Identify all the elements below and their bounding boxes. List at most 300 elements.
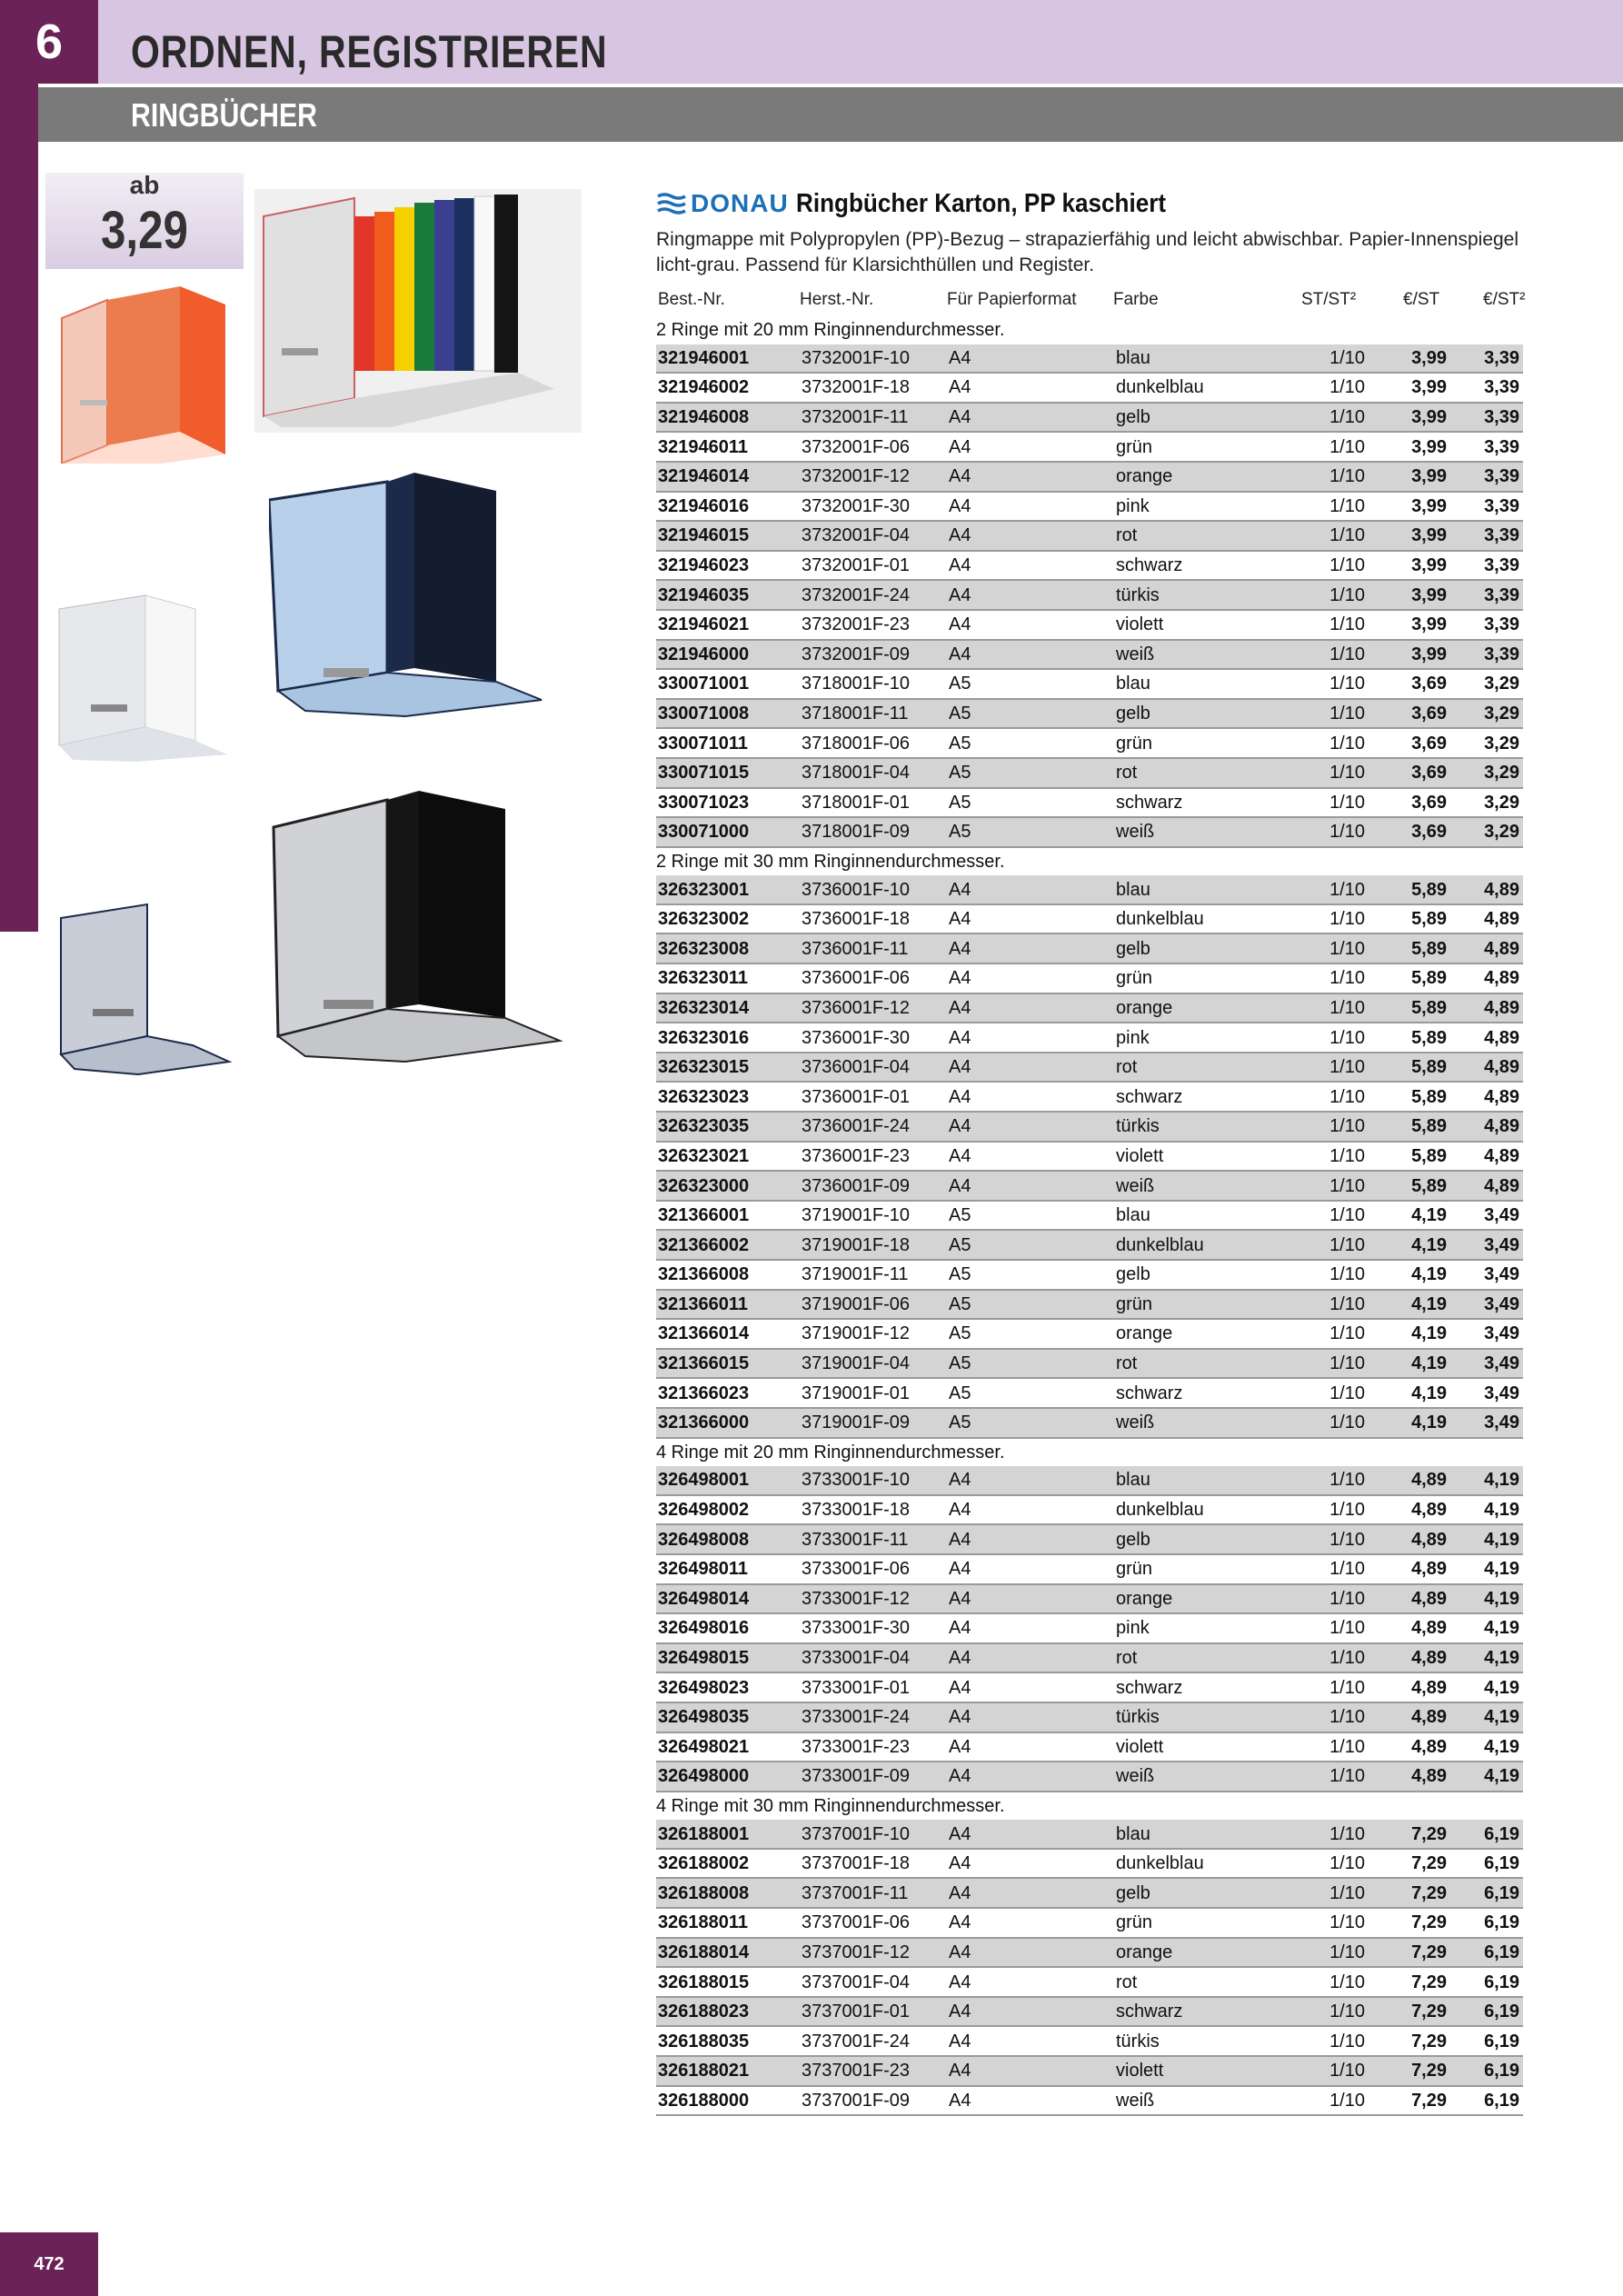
group-header-row	[656, 316, 1523, 344]
table-row	[656, 1613, 1523, 1643]
format-cell: A4	[945, 1053, 1112, 1083]
best-nr-cell: 326188023	[656, 1997, 798, 2027]
format-cell: A4	[945, 1524, 1112, 1554]
table-row	[656, 1849, 1523, 1879]
blue-binder-image	[269, 473, 560, 718]
price-st-cell: 7,29	[1369, 2056, 1450, 2086]
packing-cell: 1/10	[1294, 904, 1369, 934]
herst-nr-cell: 3736001F-11	[798, 933, 945, 963]
farbe-cell: weiß	[1112, 640, 1294, 670]
price-st-cell: 3,99	[1369, 462, 1450, 492]
herst-nr-cell: 3733001F-01	[798, 1672, 945, 1702]
price-st2-cell: 4,19	[1450, 1762, 1523, 1792]
packing-cell: 1/10	[1294, 2026, 1369, 2056]
best-nr-cell: 326323014	[656, 993, 798, 1023]
table-row	[656, 1938, 1523, 1968]
packing-cell: 1/10	[1294, 817, 1369, 847]
price-st2-cell: 4,19	[1450, 1584, 1523, 1614]
price-st-cell: 4,19	[1369, 1408, 1450, 1438]
price-st2-cell: 4,19	[1450, 1495, 1523, 1525]
format-cell: A4	[945, 1849, 1112, 1879]
price-st-cell: 3,99	[1369, 403, 1450, 433]
price-st-cell: 4,89	[1369, 1554, 1450, 1584]
packing-cell: 1/10	[1294, 1319, 1369, 1349]
price-st2-cell: 3,39	[1450, 492, 1523, 522]
packing-cell: 1/10	[1294, 1762, 1369, 1792]
farbe-cell: schwarz	[1112, 551, 1294, 581]
price-st2-cell: 3,29	[1450, 817, 1523, 847]
herst-nr-cell: 3732001F-24	[798, 580, 945, 610]
price-st2-cell: 6,19	[1450, 2086, 1523, 2116]
table-row	[656, 580, 1523, 610]
herst-nr-cell: 3737001F-10	[798, 1820, 945, 1849]
format-cell: A4	[945, 1908, 1112, 1938]
farbe-cell: pink	[1112, 1613, 1294, 1643]
best-nr-cell: 326323035	[656, 1112, 798, 1142]
table-row	[656, 1554, 1523, 1584]
best-nr-cell: 326188035	[656, 2026, 798, 2056]
price-st-cell: 4,19	[1369, 1260, 1450, 1290]
format-cell: A5	[945, 1290, 1112, 1320]
table-row	[656, 1201, 1523, 1231]
packing-cell: 1/10	[1294, 1349, 1369, 1379]
price-st-cell: 7,29	[1369, 1849, 1450, 1879]
price-st-cell: 3,99	[1369, 551, 1450, 581]
format-cell: A4	[945, 2056, 1112, 2086]
price-st-cell: 5,89	[1369, 1142, 1450, 1172]
format-cell: A4	[945, 1466, 1112, 1495]
format-cell: A4	[945, 904, 1112, 934]
herst-nr-cell: 3732001F-06	[798, 432, 945, 462]
price-badge	[45, 173, 244, 269]
price-st-cell: 5,89	[1369, 1082, 1450, 1112]
table-row	[656, 1908, 1523, 1938]
best-nr-cell: 326323021	[656, 1142, 798, 1172]
price-st-cell: 3,99	[1369, 521, 1450, 551]
chapter-number: 6	[0, 0, 98, 84]
price-st2-cell: 4,89	[1450, 1112, 1523, 1142]
herst-nr-cell: 3737001F-09	[798, 2086, 945, 2116]
farbe-cell: rot	[1112, 521, 1294, 551]
price-st-cell: 4,89	[1369, 1702, 1450, 1732]
best-nr-cell: 321366001	[656, 1201, 798, 1231]
farbe-cell: schwarz	[1112, 1082, 1294, 1112]
farbe-cell: rot	[1112, 758, 1294, 788]
format-cell: A4	[945, 1820, 1112, 1849]
table-row	[656, 788, 1523, 818]
price-st2-cell: 3,39	[1450, 640, 1523, 670]
table-row	[656, 1023, 1523, 1053]
herst-nr-cell: 3718001F-09	[798, 817, 945, 847]
farbe-cell: dunkelblau	[1112, 1495, 1294, 1525]
farbe-cell: grün	[1112, 1554, 1294, 1584]
format-cell: A4	[945, 1495, 1112, 1525]
price-st-cell: 3,69	[1369, 699, 1450, 729]
best-nr-cell: 321946023	[656, 551, 798, 581]
packing-cell: 1/10	[1294, 1053, 1369, 1083]
format-cell: A4	[945, 963, 1112, 993]
format-cell: A4	[945, 1732, 1112, 1762]
price-st2-cell: 3,29	[1450, 758, 1523, 788]
farbe-cell: rot	[1112, 1967, 1294, 1997]
table-row	[656, 1584, 1523, 1614]
farbe-cell: violett	[1112, 1732, 1294, 1762]
best-nr-cell: 326323016	[656, 1023, 798, 1053]
packing-cell: 1/10	[1294, 1023, 1369, 1053]
format-cell: A4	[945, 462, 1112, 492]
farbe-cell: weiß	[1112, 817, 1294, 847]
table-row	[656, 1672, 1523, 1702]
table-row	[656, 551, 1523, 581]
price-st2-cell: 4,89	[1450, 875, 1523, 904]
farbe-cell: blau	[1112, 1201, 1294, 1231]
format-cell: A5	[945, 788, 1112, 818]
table-row	[656, 1495, 1523, 1525]
best-nr-cell: 326498021	[656, 1732, 798, 1762]
best-nr-cell: 326498035	[656, 1702, 798, 1732]
navy-binder-image	[56, 900, 238, 1082]
product-description: Ringmappe mit Polypropylen (PP)-Bezug – strapazierfähig und leicht abwischbar. Papier-Innenspiegel licht-grau. Passend für Klarsichthüllen und Register.	[656, 229, 1519, 275]
price-st2-cell: 3,39	[1450, 610, 1523, 640]
farbe-cell: pink	[1112, 1023, 1294, 1053]
format-cell: A5	[945, 1378, 1112, 1408]
packing-cell: 1/10	[1294, 699, 1369, 729]
colored-binders-image	[254, 189, 582, 433]
price-st2-cell: 4,19	[1450, 1466, 1523, 1495]
packing-cell: 1/10	[1294, 344, 1369, 374]
table-row	[656, 1643, 1523, 1673]
herst-nr-cell: 3733001F-10	[798, 1466, 945, 1495]
price-st2-cell: 3,29	[1450, 788, 1523, 818]
table-row	[656, 610, 1523, 640]
best-nr-cell: 326498008	[656, 1524, 798, 1554]
price-st-cell: 4,89	[1369, 1672, 1450, 1702]
price-st2-cell: 3,49	[1450, 1201, 1523, 1231]
format-cell: A4	[945, 1878, 1112, 1908]
farbe-cell: orange	[1112, 993, 1294, 1023]
best-nr-cell: 326188001	[656, 1820, 798, 1849]
farbe-cell: gelb	[1112, 699, 1294, 729]
price-st2-cell: 3,39	[1450, 521, 1523, 551]
packing-cell: 1/10	[1294, 993, 1369, 1023]
farbe-cell: schwarz	[1112, 1378, 1294, 1408]
farbe-cell: grün	[1112, 1908, 1294, 1938]
price-st2-cell: 6,19	[1450, 1997, 1523, 2027]
table-row	[656, 1349, 1523, 1379]
table-row	[656, 817, 1523, 847]
farbe-cell: gelb	[1112, 933, 1294, 963]
packing-cell: 1/10	[1294, 1702, 1369, 1732]
table-row	[656, 1053, 1523, 1083]
best-nr-cell: 321946008	[656, 403, 798, 433]
best-nr-cell: 330071023	[656, 788, 798, 818]
table-row	[656, 640, 1523, 670]
packing-cell: 1/10	[1294, 963, 1369, 993]
table-row	[656, 1732, 1523, 1762]
table-row	[656, 1702, 1523, 1732]
best-nr-cell: 321946000	[656, 640, 798, 670]
table-row	[656, 1408, 1523, 1438]
format-cell: A4	[945, 610, 1112, 640]
table-row	[656, 462, 1523, 492]
table-row	[656, 373, 1523, 403]
best-nr-cell: 321366008	[656, 1260, 798, 1290]
herst-nr-cell: 3719001F-18	[798, 1230, 945, 1260]
table-row	[656, 2026, 1523, 2056]
packing-cell: 1/10	[1294, 1732, 1369, 1762]
packing-cell: 1/10	[1294, 1584, 1369, 1614]
donau-wave-icon	[656, 192, 687, 215]
herst-nr-cell: 3732001F-09	[798, 640, 945, 670]
price-st2-cell: 3,29	[1450, 669, 1523, 699]
price-st2-cell: 6,19	[1450, 1908, 1523, 1938]
table-row	[656, 1319, 1523, 1349]
format-cell: A5	[945, 699, 1112, 729]
best-nr-cell: 326188011	[656, 1908, 798, 1938]
herst-nr-cell: 3736001F-12	[798, 993, 945, 1023]
farbe-cell: violett	[1112, 1142, 1294, 1172]
farbe-cell: gelb	[1112, 1878, 1294, 1908]
price-st-cell: 7,29	[1369, 1908, 1450, 1938]
price-st-cell: 5,89	[1369, 904, 1450, 934]
price-st2-cell: 4,89	[1450, 1142, 1523, 1172]
table-row	[656, 432, 1523, 462]
packing-cell: 1/10	[1294, 2056, 1369, 2086]
price-st2-cell: 6,19	[1450, 1967, 1523, 1997]
price-st2-cell: 4,89	[1450, 1023, 1523, 1053]
packing-cell: 1/10	[1294, 462, 1369, 492]
format-cell: A5	[945, 817, 1112, 847]
price-st2-cell: 3,49	[1450, 1378, 1523, 1408]
format-cell: A4	[945, 403, 1112, 433]
format-cell: A5	[945, 758, 1112, 788]
farbe-cell: türkis	[1112, 1702, 1294, 1732]
herst-nr-cell: 3736001F-09	[798, 1171, 945, 1201]
packing-cell: 1/10	[1294, 1997, 1369, 2027]
herst-nr-cell: 3733001F-24	[798, 1702, 945, 1732]
herst-nr-cell: 3737001F-23	[798, 2056, 945, 2086]
table-row	[656, 699, 1523, 729]
herst-nr-cell: 3732001F-18	[798, 373, 945, 403]
best-nr-cell: 326323011	[656, 963, 798, 993]
best-nr-cell: 321946015	[656, 521, 798, 551]
col-eur-st: €/ST	[1403, 290, 1440, 309]
farbe-cell: rot	[1112, 1349, 1294, 1379]
packing-cell: 1/10	[1294, 1554, 1369, 1584]
herst-nr-cell: 3732001F-30	[798, 492, 945, 522]
best-nr-cell: 326323015	[656, 1053, 798, 1083]
price-st-cell: 4,19	[1369, 1349, 1450, 1379]
best-nr-cell: 321946021	[656, 610, 798, 640]
price-st2-cell: 6,19	[1450, 2056, 1523, 2086]
herst-nr-cell: 3733001F-18	[798, 1495, 945, 1525]
table-row	[656, 1524, 1523, 1554]
packing-cell: 1/10	[1294, 1466, 1369, 1495]
format-cell: A4	[945, 933, 1112, 963]
format-cell: A4	[945, 993, 1112, 1023]
table-row	[656, 875, 1523, 904]
price-st2-cell: 3,49	[1450, 1408, 1523, 1438]
table-row	[656, 1762, 1523, 1792]
herst-nr-cell: 3736001F-30	[798, 1023, 945, 1053]
farbe-cell: dunkelblau	[1112, 904, 1294, 934]
format-cell: A5	[945, 1408, 1112, 1438]
price-st-cell: 4,89	[1369, 1643, 1450, 1673]
best-nr-cell: 321366002	[656, 1230, 798, 1260]
price-st-cell: 4,89	[1369, 1732, 1450, 1762]
table-row	[656, 1082, 1523, 1112]
price-st2-cell: 3,29	[1450, 699, 1523, 729]
herst-nr-cell: 3732001F-10	[798, 344, 945, 374]
format-cell: A4	[945, 1997, 1112, 2027]
black-binder-image	[269, 791, 569, 1063]
price-st2-cell: 4,89	[1450, 993, 1523, 1023]
brand-logo	[656, 189, 789, 218]
best-nr-cell: 321366000	[656, 1408, 798, 1438]
herst-nr-cell: 3718001F-01	[798, 788, 945, 818]
farbe-cell: orange	[1112, 462, 1294, 492]
price-st-cell: 4,89	[1369, 1613, 1450, 1643]
table-row	[656, 521, 1523, 551]
packing-cell: 1/10	[1294, 1849, 1369, 1879]
best-nr-cell: 321946014	[656, 462, 798, 492]
herst-nr-cell: 3737001F-01	[798, 1997, 945, 2027]
col-farbe: Farbe	[1113, 290, 1159, 309]
herst-nr-cell: 3719001F-06	[798, 1290, 945, 1320]
price-st2-cell: 4,19	[1450, 1554, 1523, 1584]
farbe-cell: blau	[1112, 875, 1294, 904]
price-st2-cell: 3,49	[1450, 1349, 1523, 1379]
section-title: RINGBÜCHER	[131, 96, 317, 134]
orange-binder-image	[53, 282, 244, 464]
price-st-cell: 3,69	[1369, 728, 1450, 758]
farbe-cell: schwarz	[1112, 1997, 1294, 2027]
price-st2-cell: 3,39	[1450, 551, 1523, 581]
herst-nr-cell: 3736001F-04	[798, 1053, 945, 1083]
price-st-cell: 7,29	[1369, 1938, 1450, 1968]
price-st-cell: 3,69	[1369, 758, 1450, 788]
price-st2-cell: 6,19	[1450, 1849, 1523, 1879]
price-st-cell: 5,89	[1369, 1053, 1450, 1083]
page-number: 472	[0, 2232, 98, 2296]
herst-nr-cell: 3719001F-11	[798, 1260, 945, 1290]
price-st2-cell: 4,89	[1450, 1171, 1523, 1201]
table-row	[656, 904, 1523, 934]
format-cell: A5	[945, 1260, 1112, 1290]
farbe-cell: orange	[1112, 1319, 1294, 1349]
packing-cell: 1/10	[1294, 610, 1369, 640]
best-nr-cell: 326323008	[656, 933, 798, 963]
format-cell: A4	[945, 1082, 1112, 1112]
price-st2-cell: 3,39	[1450, 580, 1523, 610]
price-st-cell: 5,89	[1369, 963, 1450, 993]
price-st-cell: 3,99	[1369, 492, 1450, 522]
herst-nr-cell: 3719001F-01	[798, 1378, 945, 1408]
price-st-cell: 3,69	[1369, 817, 1450, 847]
best-nr-cell: 321946016	[656, 492, 798, 522]
packing-cell: 1/10	[1294, 1378, 1369, 1408]
packing-cell: 1/10	[1294, 1524, 1369, 1554]
herst-nr-cell: 3718001F-10	[798, 669, 945, 699]
format-cell: A4	[945, 1762, 1112, 1792]
best-nr-cell: 326188002	[656, 1849, 798, 1879]
packing-cell: 1/10	[1294, 933, 1369, 963]
farbe-cell: weiß	[1112, 2086, 1294, 2116]
best-nr-cell: 321366011	[656, 1290, 798, 1320]
white-binder-image	[55, 591, 236, 764]
best-nr-cell: 330071001	[656, 669, 798, 699]
packing-cell: 1/10	[1294, 1171, 1369, 1201]
packing-cell: 1/10	[1294, 373, 1369, 403]
price-st-cell: 4,89	[1369, 1466, 1450, 1495]
farbe-cell: gelb	[1112, 1260, 1294, 1290]
format-cell: A4	[945, 1171, 1112, 1201]
farbe-cell: pink	[1112, 492, 1294, 522]
format-cell: A4	[945, 2026, 1112, 2056]
herst-nr-cell: 3736001F-24	[798, 1112, 945, 1142]
col-eur-st2: €/ST²	[1483, 290, 1526, 309]
herst-nr-cell: 3737001F-12	[798, 1938, 945, 1968]
herst-nr-cell: 3732001F-23	[798, 610, 945, 640]
format-cell: A4	[945, 1702, 1112, 1732]
price-st2-cell: 4,19	[1450, 1732, 1523, 1762]
table-row	[656, 344, 1523, 374]
packing-cell: 1/10	[1294, 1201, 1369, 1231]
best-nr-cell: 326323002	[656, 904, 798, 934]
packing-cell: 1/10	[1294, 1260, 1369, 1290]
table-row	[656, 758, 1523, 788]
farbe-cell: grün	[1112, 963, 1294, 993]
farbe-cell: türkis	[1112, 2026, 1294, 2056]
table-header	[656, 287, 1526, 313]
price-st2-cell: 4,89	[1450, 904, 1523, 934]
table-row	[656, 1997, 1523, 2027]
price-st2-cell: 4,19	[1450, 1672, 1523, 1702]
best-nr-cell: 326498015	[656, 1643, 798, 1673]
packing-cell: 1/10	[1294, 788, 1369, 818]
herst-nr-cell: 3732001F-01	[798, 551, 945, 581]
format-cell: A5	[945, 1201, 1112, 1231]
farbe-cell: violett	[1112, 610, 1294, 640]
price-st-cell: 4,19	[1369, 1230, 1450, 1260]
herst-nr-cell: 3737001F-18	[798, 1849, 945, 1879]
packing-cell: 1/10	[1294, 875, 1369, 904]
format-cell: A5	[945, 1349, 1112, 1379]
farbe-cell: blau	[1112, 1466, 1294, 1495]
farbe-cell: violett	[1112, 2056, 1294, 2086]
best-nr-cell: 321366015	[656, 1349, 798, 1379]
price-st-cell: 7,29	[1369, 1820, 1450, 1849]
group-label: 2 Ringe mit 20 mm Ringinnendurchmesser.	[656, 320, 1005, 341]
table-row	[656, 492, 1523, 522]
best-nr-cell: 326188021	[656, 2056, 798, 2086]
best-nr-cell: 321366023	[656, 1378, 798, 1408]
price-st2-cell: 3,29	[1450, 728, 1523, 758]
format-cell: A4	[945, 432, 1112, 462]
format-cell: A4	[945, 492, 1112, 522]
herst-nr-cell: 3732001F-11	[798, 403, 945, 433]
table-row	[656, 1290, 1523, 1320]
best-nr-cell: 326188014	[656, 1938, 798, 1968]
format-cell: A4	[945, 551, 1112, 581]
price-st2-cell: 4,19	[1450, 1524, 1523, 1554]
herst-nr-cell: 3733001F-09	[798, 1762, 945, 1792]
best-nr-cell: 330071011	[656, 728, 798, 758]
farbe-cell: grün	[1112, 432, 1294, 462]
best-nr-cell: 330071008	[656, 699, 798, 729]
farbe-cell: dunkelblau	[1112, 373, 1294, 403]
packing-cell: 1/10	[1294, 1142, 1369, 1172]
